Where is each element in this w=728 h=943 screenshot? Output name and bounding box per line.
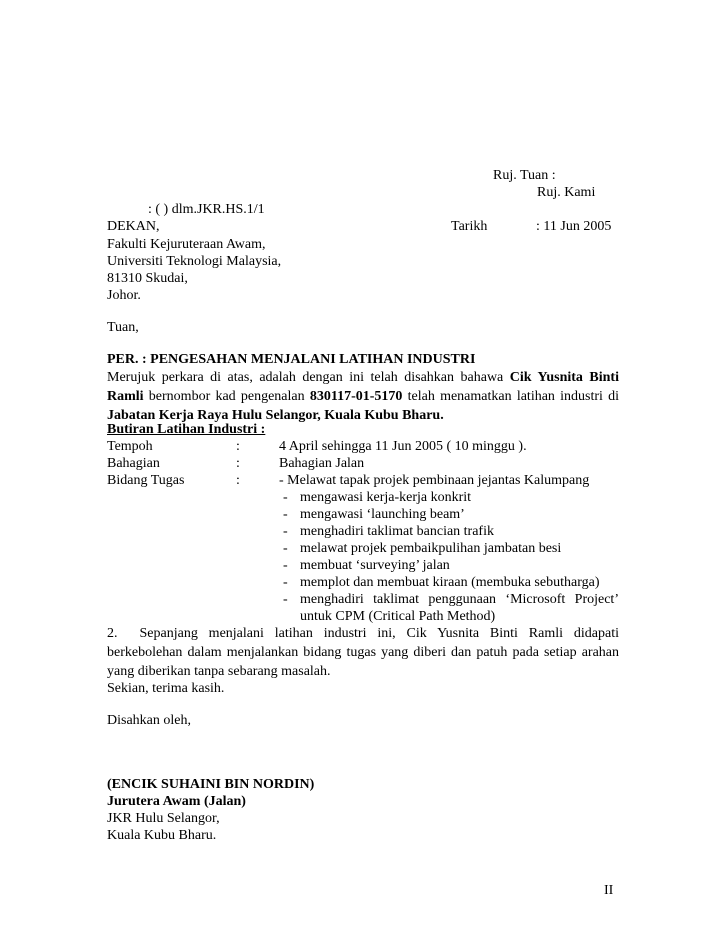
signatory-title: Jurutera Awam (Jalan) [107, 794, 246, 809]
ruj-tuan-label: Ruj. Tuan : [493, 168, 556, 183]
signatory-town: Kuala Kubu Bharu. [107, 828, 217, 843]
paragraph-number: 2. [107, 626, 118, 641]
task-dash: - [283, 541, 288, 556]
salutation: Tuan, [107, 320, 139, 335]
detail-value-bahagian: Bahagian Jalan [279, 456, 365, 471]
task-item: memplot dan membuat kiraan (membuka sebutharga) [300, 575, 600, 590]
task-item: menghadiri taklimat penggunaan ‘Microsoft Project’ [300, 592, 619, 607]
task-dash: - [283, 558, 288, 573]
recipient-university: Universiti Teknologi Malaysia, [107, 254, 282, 269]
student-name-part2: Ramli [107, 389, 144, 404]
task-item: mengawasi kerja-kerja konkrit [300, 490, 472, 505]
detail-sep-bahagian: : [236, 456, 240, 471]
detail-label-tempoh: Tempoh [107, 439, 153, 454]
ruj-kami-label: Ruj. Kami [537, 185, 596, 200]
para1-text: Merujuk perkara di atas, adalah dengan ini telah disahkan bahawa [107, 370, 504, 385]
detail-sep-tempoh: : [236, 439, 240, 454]
task-item: menghadiri taklimat bancian trafik [300, 524, 494, 539]
recipient-faculty: Fakulti Kejuruteraan Awam, [107, 237, 266, 252]
page-number: II [604, 883, 614, 898]
recipient-title: DEKAN, [107, 219, 160, 234]
recipient-postcode: 81310 Skudai, [107, 271, 188, 286]
closing-line: Sekian, terima kasih. [107, 681, 225, 696]
signatory-office: JKR Hulu Selangor, [107, 811, 220, 826]
paragraph-1 [107, 368, 619, 425]
paragraph-2-line-1 [107, 624, 619, 643]
task-dash: - [283, 575, 288, 590]
detail-value-tempoh: 4 April sehingga 11 Jun 2005 ( 10 minggu ). [279, 439, 527, 454]
reference-number: : ( ) dlm.JKR.HS.1/1 [148, 202, 265, 217]
recipient-state: Johor. [107, 288, 141, 303]
date-value: : 11 Jun 2005 [536, 219, 612, 234]
task-item-continuation: untuk CPM (Critical Path Method) [300, 609, 496, 624]
paragraph-1-line-1 [107, 368, 619, 387]
paragraph-1-line-2 [107, 387, 619, 406]
ic-number: 830117-01-5170 [309, 389, 403, 404]
signatory-name: (ENCIK SUHAINI BIN NORDIN) [107, 777, 315, 792]
paragraph-2 [107, 624, 619, 681]
detail-label-bidang-tugas: Bidang Tugas [107, 473, 185, 488]
ic-label-text: bernombor kad pengenalan [148, 389, 305, 404]
details-heading: Butiran Latihan Industri : [107, 422, 266, 437]
paragraph-2-text-1: Sepanjang menjalani latihan industri ini, Cik Yusnita Binti Ramli didapati [139, 626, 619, 641]
task-item: membuat ‘surveying’ jalan [300, 558, 450, 573]
detail-sep-bidang-tugas: : [236, 473, 240, 488]
detail-value-bidang-tugas: - Melawat tapak projek pembinaan jejantas Kalumpang [279, 473, 590, 488]
student-name-part1: Cik Yusnita Binti [509, 370, 619, 385]
detail-label-bahagian: Bahagian [107, 456, 160, 471]
paragraph-2-line-2: berkebolehan dalam menjalankan bidang tugas yang diberi dan patuh pada setiap arahan [107, 645, 619, 660]
paragraph-2-line-3: yang diberikan tanpa sebarang masalah. [107, 664, 331, 679]
completion-text: telah menamatkan latihan industri di [407, 389, 620, 404]
task-dash: - [283, 507, 288, 522]
task-dash: - [283, 490, 288, 505]
subject-line: PER. : PENGESAHAN MENJALANI LATIHAN INDUSTRI [107, 352, 476, 367]
task-dash: - [283, 592, 288, 607]
department-name: Jabatan Kerja Raya Hulu Selangor, Kuala Kubu Bharu. [107, 408, 444, 423]
task-item: melawat projek pembaikpulihan jambatan besi [300, 541, 562, 556]
task-item: mengawasi ‘launching beam’ [300, 507, 465, 522]
date-label: Tarikh [451, 219, 488, 234]
task-dash: - [283, 524, 288, 539]
certified-by: Disahkan oleh, [107, 713, 191, 728]
